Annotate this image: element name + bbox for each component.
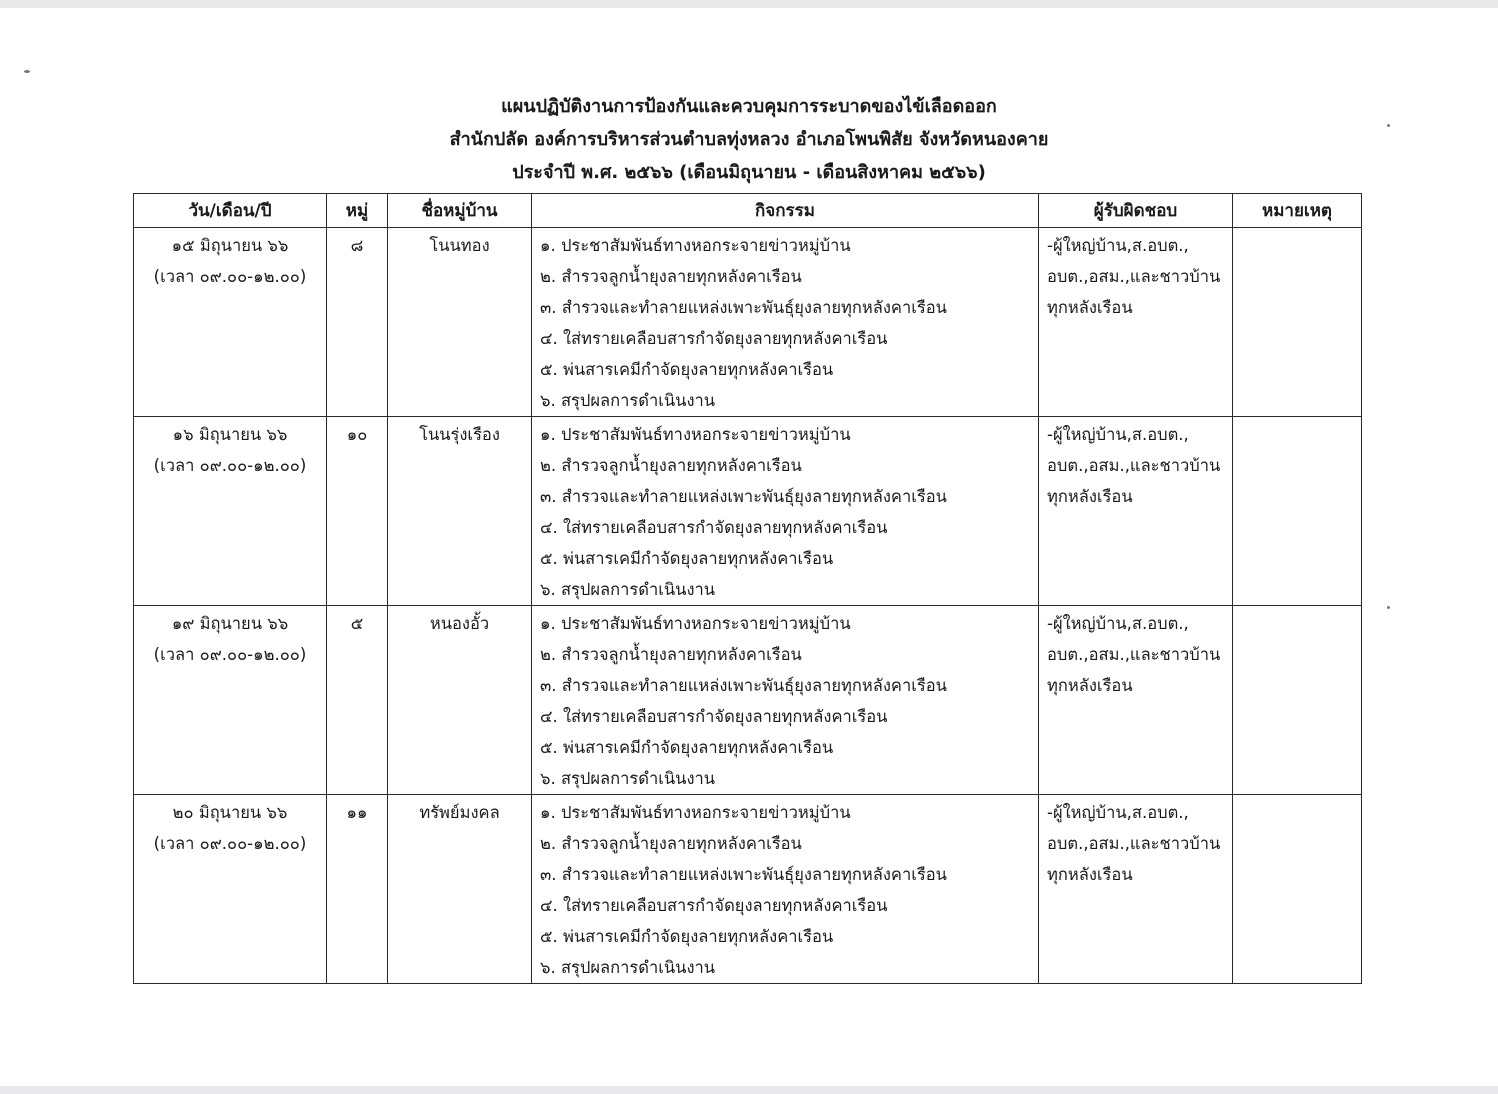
activity-item: ๖. สรุปผลการดำเนินงาน [540, 580, 716, 599]
responsible-cell [1039, 417, 1233, 606]
scan-speck [1387, 606, 1390, 609]
activity-item: ๒. สำรวจลูกน้ำยุงลายทุกหลังคาเรือน [540, 834, 802, 853]
activity-item: ๑. ประชาสัมพันธ์ทางหอกระจายข่าวหมู่บ้าน [540, 236, 851, 255]
responsible-line: อบต.,อสม.,และชาวบ้าน [1047, 267, 1221, 286]
activity-item: ๔. ใส่ทรายเคลือบสารกำจัดยุงลายทุกหลังคาเรือน [540, 707, 888, 726]
activity-item: ๖. สรุปผลการดำเนินงาน [540, 769, 716, 788]
activity-item: ๔. ใส่ทรายเคลือบสารกำจัดยุงลายทุกหลังคาเรือน [540, 896, 888, 915]
header-date: วัน/เดือน/ปี [134, 194, 327, 228]
document-subtitle: สำนักปลัด องค์การบริหารส่วนตำบลทุ่งหลวง อำเภอโพนพิสัย จังหวัดหนองคาย [449, 129, 1049, 150]
time-text: (เวลา ๐๙.๐๐-๑๒.๐๐) [153, 834, 307, 853]
remark-cell [1233, 606, 1362, 795]
activity-item: ๑. ประชาสัมพันธ์ทางหอกระจายข่าวหมู่บ้าน [540, 614, 851, 633]
activity-item: ๓. สำรวจและทำลายแหล่งเพาะพันธุ์ยุงลายทุกหลังคาเรือน [540, 865, 947, 884]
activities-cell [532, 795, 1039, 984]
header-activities: กิจกรรม [532, 194, 1039, 228]
time-text: (เวลา ๐๙.๐๐-๑๒.๐๐) [153, 456, 307, 475]
remark-cell [1233, 795, 1362, 984]
responsible-cell [1039, 228, 1233, 417]
village-cell: หนองอั้ว [388, 606, 532, 795]
date-cell [134, 606, 327, 795]
activity-item: ๖. สรุปผลการดำเนินงาน [540, 958, 716, 977]
moo-cell: ๘ [327, 228, 388, 417]
date-cell [134, 795, 327, 984]
responsible-line: -ผู้ใหญ่บ้าน,ส.อบต., [1047, 614, 1189, 633]
moo-cell: ๕ [327, 606, 388, 795]
remark-cell [1233, 228, 1362, 417]
responsible-line: -ผู้ใหญ่บ้าน,ส.อบต., [1047, 425, 1189, 444]
responsible-line: อบต.,อสม.,และชาวบ้าน [1047, 645, 1221, 664]
header-village: ชื่อหมู่บ้าน [388, 194, 532, 228]
responsible-line: ทุกหลังเรือน [1047, 865, 1133, 884]
document-title: แผนปฏิบัติงานการป้องกันและควบคุมการระบาดของไข้เลือดออก [501, 96, 997, 117]
date-text: ๒๐ มิถุนายน ๖๖ [172, 803, 288, 822]
activity-item: ๑. ประชาสัมพันธ์ทางหอกระจายข่าวหมู่บ้าน [540, 803, 851, 822]
table-row [134, 417, 1362, 606]
moo-cell: ๑๑ [327, 795, 388, 984]
table-row [134, 606, 1362, 795]
activity-item: ๕. พ่นสารเคมีกำจัดยุงลายทุกหลังคาเรือน [540, 738, 834, 757]
document-page [0, 8, 1498, 1086]
responsible-line: ทุกหลังเรือน [1047, 487, 1133, 506]
responsible-cell [1039, 606, 1233, 795]
activity-item: ๕. พ่นสารเคมีกำจัดยุงลายทุกหลังคาเรือน [540, 549, 834, 568]
village-cell: ทรัพย์มงคล [388, 795, 532, 984]
date-text: ๑๙ มิถุนายน ๖๖ [171, 614, 289, 633]
responsible-line: อบต.,อสม.,และชาวบ้าน [1047, 456, 1221, 475]
activity-item: ๖. สรุปผลการดำเนินงาน [540, 391, 716, 410]
activity-item: ๕. พ่นสารเคมีกำจัดยุงลายทุกหลังคาเรือน [540, 927, 834, 946]
activity-item: ๒. สำรวจลูกน้ำยุงลายทุกหลังคาเรือน [540, 267, 802, 286]
scan-speck [24, 70, 30, 73]
responsible-line: -ผู้ใหญ่บ้าน,ส.อบต., [1047, 803, 1189, 822]
header-responsible: ผู้รับผิดชอบ [1039, 194, 1233, 228]
time-text: (เวลา ๐๙.๐๐-๑๒.๐๐) [153, 267, 307, 286]
header-remark: หมายเหตุ [1233, 194, 1362, 228]
document-period: ประจำปี พ.ศ. ๒๕๖๖ (เดือนมิถุนายน - เดือนสิงหาคม ๒๕๖๖) [512, 162, 986, 183]
date-cell [134, 417, 327, 606]
village-cell: โนนรุ่งเรือง [388, 417, 532, 606]
plan-table [133, 193, 1362, 984]
activity-item: ๔. ใส่ทรายเคลือบสารกำจัดยุงลายทุกหลังคาเรือน [540, 518, 888, 537]
village-cell: โนนทอง [388, 228, 532, 417]
activity-item: ๒. สำรวจลูกน้ำยุงลายทุกหลังคาเรือน [540, 645, 802, 664]
date-text: ๑๖ มิถุนายน ๖๖ [172, 425, 288, 444]
table-row [134, 795, 1362, 984]
responsible-line: ทุกหลังเรือน [1047, 298, 1133, 317]
table-header-row [134, 194, 1362, 228]
responsible-line: ทุกหลังเรือน [1047, 676, 1133, 695]
activities-cell [532, 606, 1039, 795]
responsible-line: อบต.,อสม.,และชาวบ้าน [1047, 834, 1221, 853]
activity-item: ๔. ใส่ทรายเคลือบสารกำจัดยุงลายทุกหลังคาเรือน [540, 329, 888, 348]
table-row [134, 228, 1362, 417]
time-text: (เวลา ๐๙.๐๐-๑๒.๐๐) [153, 645, 307, 664]
moo-cell: ๑๐ [327, 417, 388, 606]
activity-item: ๑. ประชาสัมพันธ์ทางหอกระจายข่าวหมู่บ้าน [540, 425, 851, 444]
activity-item: ๓. สำรวจและทำลายแหล่งเพาะพันธุ์ยุงลายทุกหลังคาเรือน [540, 676, 947, 695]
activities-cell [532, 417, 1039, 606]
responsible-line: -ผู้ใหญ่บ้าน,ส.อบต., [1047, 236, 1189, 255]
activity-item: ๒. สำรวจลูกน้ำยุงลายทุกหลังคาเรือน [540, 456, 802, 475]
activities-cell [532, 228, 1039, 417]
activity-item: ๓. สำรวจและทำลายแหล่งเพาะพันธุ์ยุงลายทุกหลังคาเรือน [540, 487, 947, 506]
date-text: ๑๕ มิถุนายน ๖๖ [171, 236, 289, 255]
activity-item: ๓. สำรวจและทำลายแหล่งเพาะพันธุ์ยุงลายทุกหลังคาเรือน [540, 298, 947, 317]
activity-item: ๕. พ่นสารเคมีกำจัดยุงลายทุกหลังคาเรือน [540, 360, 834, 379]
date-cell [134, 228, 327, 417]
header-moo: หมู่ [327, 194, 388, 228]
responsible-cell [1039, 795, 1233, 984]
remark-cell [1233, 417, 1362, 606]
